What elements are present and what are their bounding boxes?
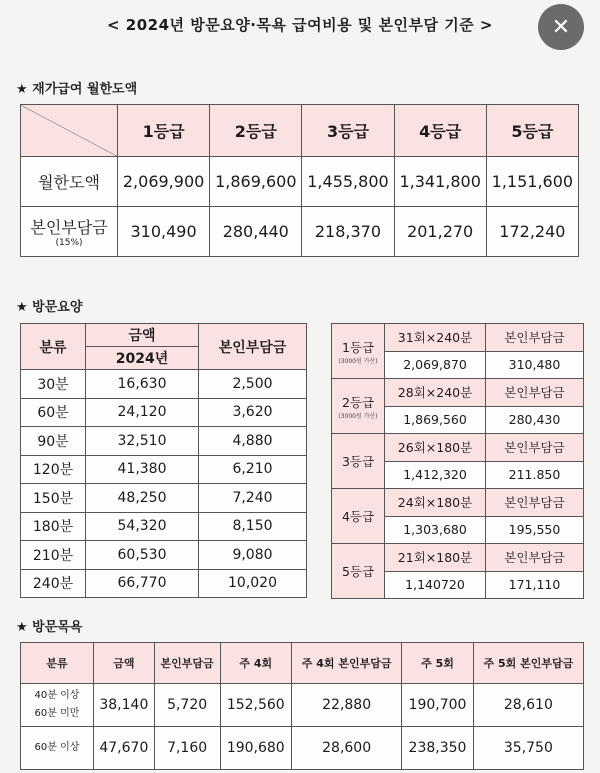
page-title: < 2024년 방문요양·목욕 급여비용 및 본인부담 기준 > — [107, 16, 493, 34]
amount-cell: 48,250 — [86, 484, 199, 513]
copay-cell: 3,620 — [199, 398, 307, 427]
value-cell: 1,869,600 — [210, 157, 302, 207]
value-cell: 1,341,800 — [394, 157, 486, 207]
copay-label-cell: 본인부담금 — [486, 324, 584, 352]
copay-cell: 7,240 — [199, 484, 307, 513]
copay-cell: 171,110 — [486, 571, 584, 599]
value-cell: 22,880 — [292, 684, 402, 727]
table-row — [332, 379, 584, 407]
copay-cell: 9,080 — [199, 541, 307, 570]
amount-cell: 1,869,560 — [385, 406, 486, 434]
column-header: 주 4회 — [220, 643, 292, 684]
value-cell: 28,600 — [292, 727, 402, 770]
amount-cell: 1,412,320 — [385, 461, 486, 489]
table-row — [21, 684, 584, 727]
copay-cell: 280,430 — [486, 406, 584, 434]
copay-cell: 211.850 — [486, 461, 584, 489]
grade-header: 1등급 — [118, 105, 210, 157]
category-cell: 180분 — [21, 512, 86, 541]
column-header: 본인부담금 — [154, 643, 220, 684]
grade-header: 5등급 — [486, 105, 578, 157]
value-cell: 310,490 — [118, 207, 210, 257]
value-cell: 190,700 — [402, 684, 474, 727]
year-header: 2024년 — [86, 347, 199, 370]
table-row — [332, 544, 584, 572]
table-row — [21, 484, 307, 513]
amount-cell: 66,770 — [86, 569, 199, 598]
bathing-rate-table — [20, 642, 584, 770]
amount-cell: 2,069,870 — [385, 351, 486, 379]
category-cell: 240분 — [21, 569, 86, 598]
sessions-cell: 21회×180분 — [385, 544, 486, 572]
table-row — [21, 569, 307, 598]
value-cell: 47,670 — [94, 727, 155, 770]
table-row — [332, 324, 584, 352]
table-row — [332, 489, 584, 517]
value-cell: 172,240 — [486, 207, 578, 257]
copay-cell: 310,480 — [486, 351, 584, 379]
amount-cell: 32,510 — [86, 427, 199, 456]
sessions-cell: 31회×240분 — [385, 324, 486, 352]
amount-cell: 54,320 — [86, 512, 199, 541]
grade-cell: 3등급 — [332, 434, 385, 489]
monthly-limit-table — [20, 104, 579, 257]
value-cell: 1,151,600 — [486, 157, 578, 207]
table-row — [21, 727, 584, 770]
table-row — [332, 434, 584, 462]
copay-label-cell: 본인부담금 — [486, 489, 584, 517]
table-row — [21, 157, 579, 207]
category-cell: 60분 — [21, 398, 86, 427]
table-row — [21, 427, 307, 456]
copay-cell: 6,210 — [199, 455, 307, 484]
sessions-cell: 26회×180분 — [385, 434, 486, 462]
category-cell: 150분 — [21, 484, 86, 513]
home-care-rate-table — [20, 323, 307, 598]
category-cell: 30분 — [21, 370, 86, 399]
close-icon: ✕ — [551, 14, 571, 40]
amount-cell: 16,630 — [86, 370, 199, 399]
row-label: 월한도액 — [21, 157, 118, 207]
value-cell: 218,370 — [302, 207, 394, 257]
table-row — [21, 370, 307, 399]
value-cell: 28,610 — [473, 684, 583, 727]
table-row — [21, 512, 307, 541]
copay-label-cell: 본인부담금 — [486, 434, 584, 462]
value-cell: 5,720 — [154, 684, 220, 727]
copay-cell: 4,880 — [199, 427, 307, 456]
table-row — [21, 207, 579, 257]
grade-cell: 4등급 — [332, 489, 385, 544]
amount-cell: 60,530 — [86, 541, 199, 570]
value-cell: 201,270 — [394, 207, 486, 257]
value-cell: 152,560 — [220, 684, 292, 727]
grade-cell: 1등급 (3000원 가산) — [332, 324, 385, 379]
table-row — [21, 455, 307, 484]
value-cell: 2,069,900 — [118, 157, 210, 207]
copay-label-cell: 본인부담금 — [486, 544, 584, 572]
row-label: 40분 이상 60분 미만 — [21, 684, 94, 727]
section-title-bathing: ★ 방문목욕 — [16, 620, 83, 635]
close-button[interactable] — [538, 4, 584, 50]
column-header: 주 4회 본인부담금 — [292, 643, 402, 684]
amount-header: 금액 — [86, 324, 199, 347]
column-header: 분류 — [21, 643, 94, 684]
amount-cell: 24,120 — [86, 398, 199, 427]
value-cell: 1,455,800 — [302, 157, 394, 207]
value-cell: 38,140 — [94, 684, 155, 727]
copay-cell: 2,500 — [199, 370, 307, 399]
corner-cell — [21, 105, 118, 157]
copay-cell: 195,550 — [486, 516, 584, 544]
grade-header: 3등급 — [302, 105, 394, 157]
sessions-cell: 24회×180분 — [385, 489, 486, 517]
category-cell: 210분 — [21, 541, 86, 570]
amount-cell: 1,303,680 — [385, 516, 486, 544]
section-title-home-care: ★ 방문요양 — [16, 300, 83, 315]
grade-header: 4등급 — [394, 105, 486, 157]
copay-cell: 8,150 — [199, 512, 307, 541]
grade-header: 2등급 — [210, 105, 302, 157]
row-label: 본인부담금 (15%) — [21, 207, 118, 257]
copay-header: 본인부담금 — [199, 324, 307, 370]
copay-cell: 10,020 — [199, 569, 307, 598]
section-title-monthly-limit: ★ 재가급여 월한도액 — [16, 82, 138, 97]
value-cell: 35,750 — [473, 727, 583, 770]
grade-cell: 2등급 (3000원 가산) — [332, 379, 385, 434]
row-label: 60분 이상 — [21, 727, 94, 770]
category-cell: 90분 — [21, 427, 86, 456]
value-cell: 238,350 — [402, 727, 474, 770]
category-header: 분류 — [21, 324, 86, 370]
value-cell: 190,680 — [220, 727, 292, 770]
grade-cell: 5등급 — [332, 544, 385, 599]
table-row — [21, 541, 307, 570]
grade-monthly-table — [331, 323, 584, 599]
value-cell: 7,160 — [154, 727, 220, 770]
amount-cell: 1,140720 — [385, 571, 486, 599]
copay-label-cell: 본인부담금 — [486, 379, 584, 407]
column-header: 주 5회 본인부담금 — [473, 643, 583, 684]
amount-cell: 41,380 — [86, 455, 199, 484]
value-cell: 280,440 — [210, 207, 302, 257]
table-row — [21, 398, 307, 427]
sessions-cell: 28회×240분 — [385, 379, 486, 407]
column-header: 금액 — [94, 643, 155, 684]
column-header: 주 5회 — [402, 643, 474, 684]
category-cell: 120분 — [21, 455, 86, 484]
